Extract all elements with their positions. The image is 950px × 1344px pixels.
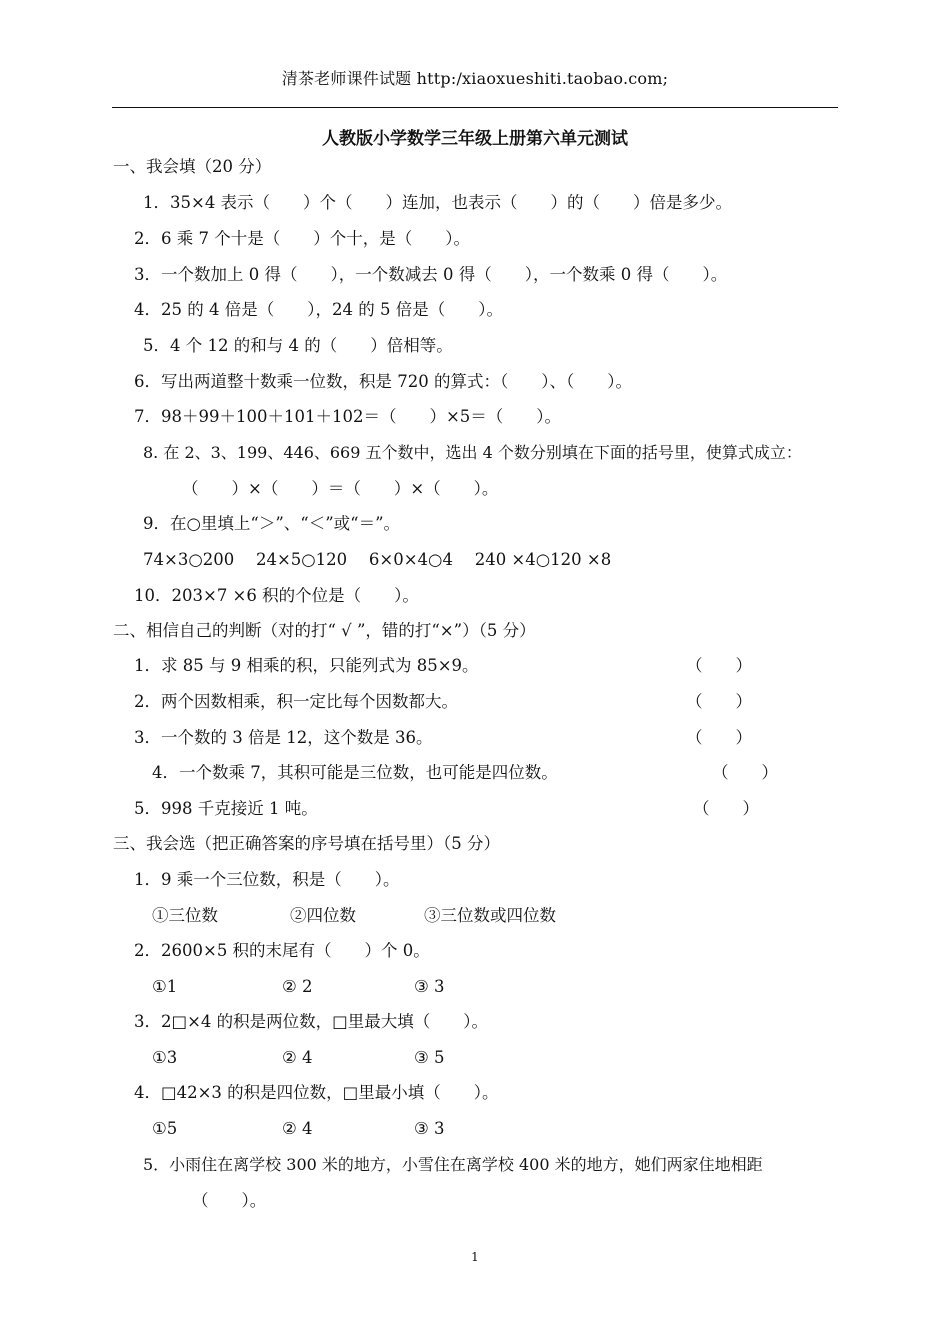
choice-4-option-a: ①5 — [152, 1119, 178, 1138]
choice-1-question: 1．9 乘一个三位数，积是（ ）。 — [134, 870, 400, 889]
question-1-4: 4．25 的 4 倍是（ ），24 的 5 倍是（ ）。 — [134, 300, 503, 319]
choice-1-option-c: ③三位数或四位数 — [424, 906, 556, 925]
section3-heading: 三、我会选（把正确答案的序号填在括号里）（5 分） — [113, 834, 500, 853]
section1-heading: 一、我会填（20 分） — [113, 157, 272, 176]
choice-1-option-b: ②四位数 — [290, 906, 356, 925]
judge-3-text: 3．一个数的 3 倍是 12，这个数是 36。 — [134, 728, 433, 747]
judge-1-text: 1．求 85 与 9 相乘的积，只能列式为 85×9。 — [134, 656, 479, 675]
choice-4-question: 4．□42×3 的积是四位数，□里最小填（ ）。 — [134, 1083, 499, 1102]
question-1-10: 10．203×7 ×6 积的个位是（ ）。 — [134, 586, 419, 605]
question-1-8-equation: （ ）×（ ）＝（ ）×（ ）。 — [182, 479, 499, 498]
page-header: 清茶老师课件试题 http:/xiaoxueshiti.taobao.com; — [281, 69, 669, 88]
question-1-5: 5．4 个 12 的和与 4 的（ ）倍相等。 — [143, 336, 453, 355]
judge-5-text: 5．998 千克接近 1 吨。 — [134, 799, 318, 818]
choice-2-question: 2．2600×5 积的末尾有（ ）个 0。 — [134, 941, 430, 960]
question-1-3: 3．一个数加上 0 得（ ），一个数减去 0 得（ ），一个数乘 0 得（ ）。 — [134, 265, 728, 284]
choice-3-question: 3．2□×4 的积是两位数，□里最大填（ ）。 — [134, 1012, 488, 1031]
judge-2-bracket: （ ） — [686, 692, 752, 711]
question-1-6: 6．写出两道整十数乘一位数，积是 720 的算式：（ ）、（ ）。 — [134, 372, 632, 391]
choice-2-option-a: ①1 — [152, 977, 178, 996]
choice-1-option-a: ①三位数 — [152, 906, 218, 925]
judge-4-bracket: （ ） — [712, 763, 778, 782]
choice-5-question: 5．小雨住在离学校 300 米的地方，小雪住在离学校 400 米的地方，她们两家住地相距 — [143, 1155, 763, 1174]
page-title: 人教版小学数学三年级上册第六单元测试 — [322, 129, 628, 149]
judge-2-text: 2．两个因数相乘，积一定比每个因数都大。 — [134, 692, 458, 711]
question-1-1: 1．35×4 表示（ ）个（ ）连加，也表示（ ）的（ ）倍是多少。 — [143, 193, 733, 212]
page-number: 1 — [471, 1250, 479, 1264]
question-1-9-comparisons: 74×3○200 24×5○120 6×0×4○4 240 ×4○120 ×8 — [143, 550, 612, 569]
header-rule — [112, 107, 838, 108]
choice-5-answer-blank: （ ）。 — [192, 1191, 267, 1210]
question-1-2: 2．6 乘 7 个十是（ ）个十，是（ ）。 — [134, 229, 470, 248]
question-1-9: 9．在○里填上“＞”、“＜”或“＝”。 — [143, 514, 401, 533]
judge-5-bracket: （ ） — [693, 799, 759, 818]
choice-4-option-c: ③ 3 — [414, 1119, 445, 1138]
question-1-7: 7．98＋99＋100＋101＋102＝（ ）×5＝（ ）。 — [134, 407, 562, 426]
judge-4-text: 4．一个数乘 7，其积可能是三位数，也可能是四位数。 — [152, 763, 558, 782]
choice-3-option-b: ② 4 — [282, 1048, 313, 1067]
choice-3-option-a: ①3 — [152, 1048, 178, 1067]
judge-1-bracket: （ ） — [686, 656, 752, 675]
choice-2-option-b: ② 2 — [282, 977, 313, 996]
question-1-8: 8. 在 2、3、199、446、669 五个数中，选出 4 个数分别填在下面的括号里，使算式成立： — [143, 443, 802, 462]
choice-3-option-c: ③ 5 — [414, 1048, 445, 1067]
section2-heading: 二、相信自己的判断（对的打“ √ ”，错的打“×”）（5 分） — [113, 621, 536, 640]
choice-2-option-c: ③ 3 — [414, 977, 445, 996]
choice-4-option-b: ② 4 — [282, 1119, 313, 1138]
judge-3-bracket: （ ） — [686, 728, 752, 747]
